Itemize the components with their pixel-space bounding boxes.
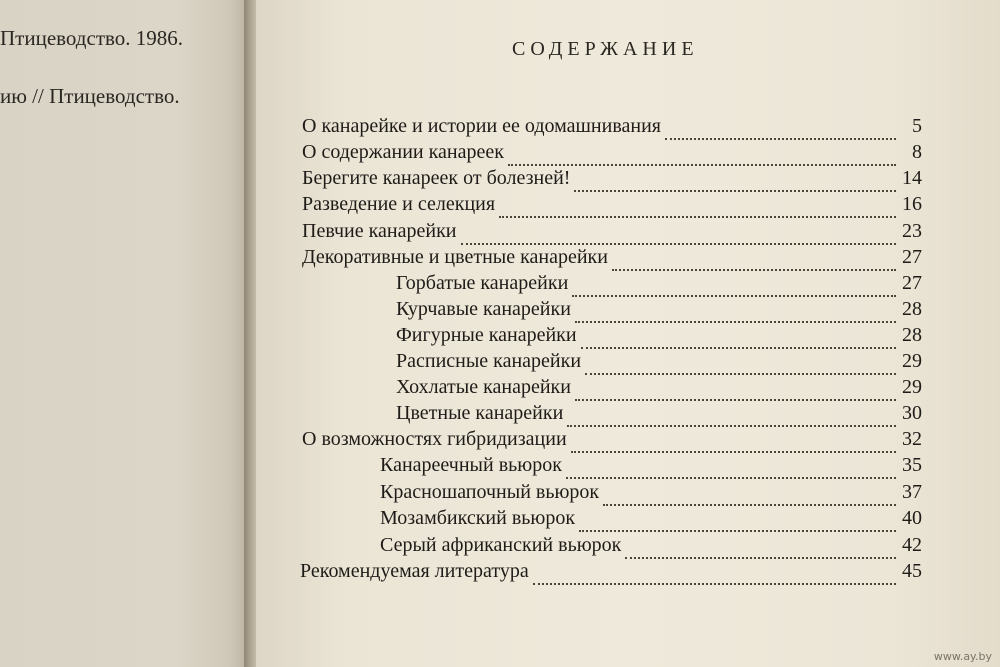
toc-entry-page: 35: [902, 454, 922, 476]
dot-leader: [575, 307, 896, 323]
left-page-line-2: ию // Птицеводство.: [0, 84, 180, 108]
toc-entry: [302, 167, 922, 193]
toc-entry-page: 32: [902, 428, 922, 450]
toc-entry-label: Цветные канарейки: [396, 402, 564, 424]
dot-leader: [572, 281, 896, 297]
dot-leader: [579, 516, 896, 532]
toc-entry-label: О содержании канареек: [302, 141, 504, 163]
toc-subentry: [396, 272, 922, 298]
toc-entry-label: Певчие канарейки: [302, 220, 457, 242]
dot-leader: [566, 463, 896, 479]
dot-leader: [499, 202, 896, 218]
dot-leader: [625, 543, 896, 559]
toc-entry-label: Горбатые канарейки: [396, 272, 569, 294]
toc-entry-page: 37: [902, 481, 922, 503]
toc-entry-label: Серый африканский вьюрок: [380, 534, 622, 556]
toc-subentry: [380, 534, 922, 560]
toc-entry-page: 29: [902, 376, 922, 398]
toc-subentry: [396, 350, 922, 376]
dot-leader: [533, 569, 896, 585]
toc-entry-label: Берегите канареек от болезней!: [302, 167, 571, 189]
toc-entry-label: Хохлатые канарейки: [396, 376, 571, 398]
toc-entry: [302, 220, 922, 246]
toc-entry: [302, 193, 922, 219]
toc-title: СОДЕРЖАНИЕ: [512, 38, 699, 60]
toc-entry-label: Канареечный вьюрок: [380, 454, 562, 476]
toc-entry-label: Декоративные и цветные канарейки: [302, 246, 608, 268]
dot-leader: [603, 490, 896, 506]
toc-subentry: [396, 402, 922, 428]
toc-entry-label: Красношапочный вьюрок: [380, 481, 600, 503]
toc-entry-page: 23: [902, 220, 922, 242]
toc-subentry: [380, 481, 922, 507]
toc-entry-label: О возможностях гибридизации: [302, 428, 567, 450]
toc-entry-page: 28: [902, 298, 922, 320]
toc-entry: [302, 428, 922, 454]
dot-leader: [665, 124, 896, 140]
dot-leader: [571, 437, 896, 453]
dot-leader: [461, 229, 896, 245]
toc-entry-page: 27: [902, 272, 922, 294]
toc-entry-label: Курчавые канарейки: [396, 298, 571, 320]
toc-entry-label: Разведение и селекция: [302, 193, 496, 215]
dot-leader: [612, 255, 896, 271]
toc-subentry: [396, 376, 922, 402]
toc-subentry: [396, 298, 922, 324]
toc-entry-label: Мозамбикский вьюрок: [380, 507, 576, 529]
toc-entry: [302, 141, 922, 167]
toc-entry-label: Фигурные канарейки: [396, 324, 577, 346]
left-page-line-1: Птицеводство. 1986.: [0, 26, 184, 50]
toc-entry: [302, 115, 922, 141]
toc-entry-label: О канарейке и истории ее одомашнивания: [302, 115, 661, 137]
toc-entry: [302, 246, 922, 272]
toc-entry-page: 30: [902, 402, 922, 424]
toc-entry-page: 5: [912, 115, 922, 137]
watermark: www.ay.by: [933, 650, 992, 663]
toc-entry-label: Рекомендуемая литература: [300, 560, 529, 582]
dot-leader: [508, 150, 896, 166]
toc-entry-page: 42: [902, 534, 922, 556]
toc-entry-page: 45: [902, 560, 922, 582]
toc-entry-page: 16: [902, 193, 922, 215]
toc-subentry: [380, 507, 922, 533]
toc-entry-page: 40: [902, 507, 922, 529]
toc-entry-page: 8: [912, 141, 922, 163]
toc-entry-page: 27: [902, 246, 922, 268]
toc-entry-label: Расписные канарейки: [396, 350, 582, 372]
dot-leader: [575, 385, 896, 401]
toc-entry: [300, 560, 922, 586]
dot-leader: [574, 176, 896, 192]
toc-entry-page: 28: [902, 324, 922, 346]
dot-leader: [585, 359, 896, 375]
toc-subentry: [380, 454, 922, 480]
toc-subentry: [396, 324, 922, 350]
dot-leader: [581, 333, 896, 349]
toc-entry-page: 29: [902, 350, 922, 372]
toc-entry-page: 14: [902, 167, 922, 189]
dot-leader: [567, 411, 896, 427]
